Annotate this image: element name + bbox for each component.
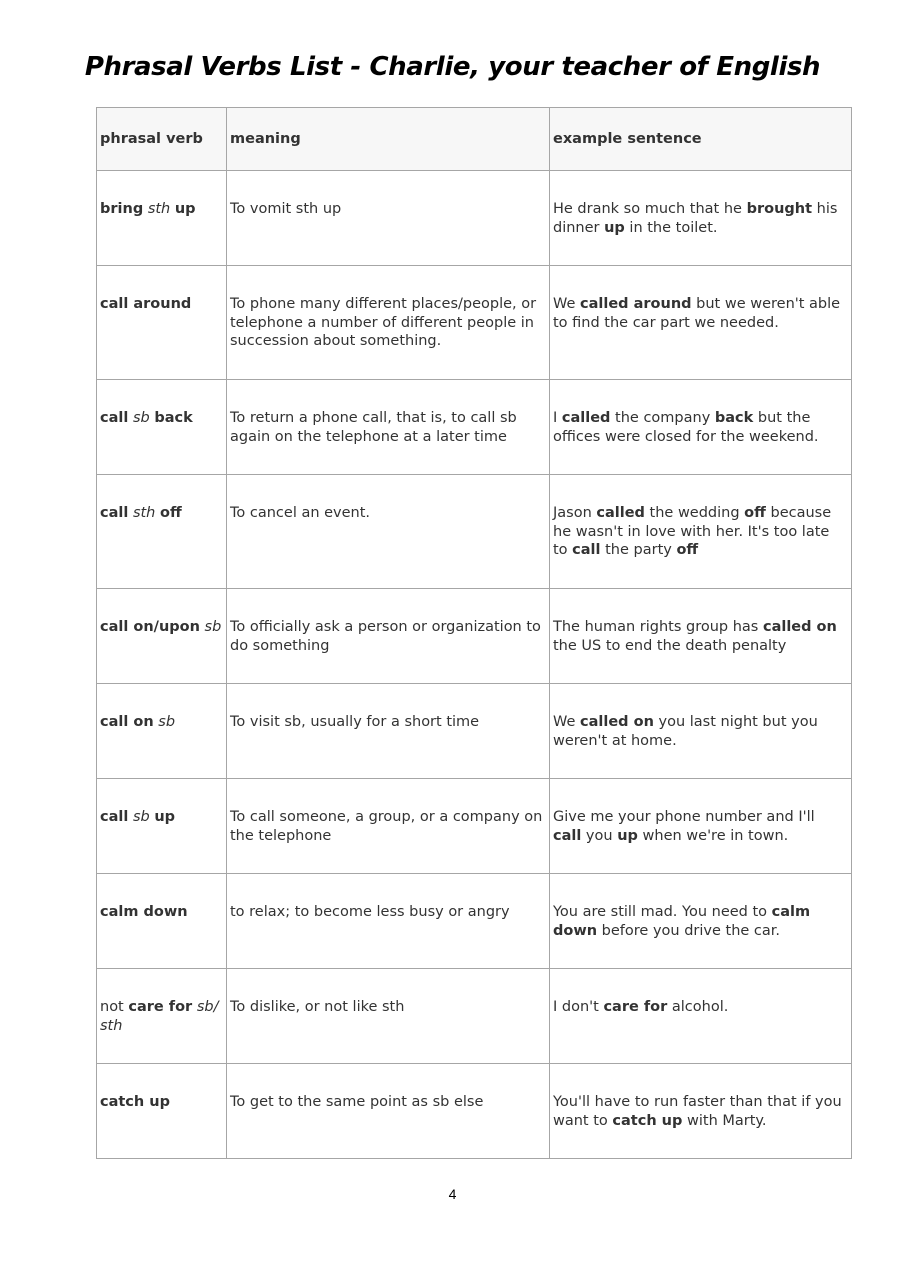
table-row bbox=[97, 266, 852, 380]
verb-text bbox=[100, 475, 224, 523]
table-row bbox=[97, 874, 852, 969]
meaning-text: To phone many different places/people, or telephone a number of different people in succession about something. bbox=[230, 296, 537, 349]
verb-cell bbox=[97, 475, 227, 589]
bold-text: back bbox=[154, 410, 193, 426]
bold-text: up bbox=[617, 827, 638, 844]
table-row bbox=[97, 380, 852, 475]
table-row bbox=[97, 589, 852, 684]
bold-text: call bbox=[572, 542, 601, 558]
bold-text: called around bbox=[580, 296, 692, 312]
verb-cell bbox=[97, 1064, 227, 1159]
bold-text: call around bbox=[100, 296, 192, 312]
header-meaning: meaning bbox=[227, 108, 550, 171]
meaning-cell bbox=[227, 779, 550, 874]
italic-text: sb bbox=[158, 714, 176, 730]
example-cell bbox=[550, 266, 852, 380]
verb-text bbox=[100, 1064, 224, 1112]
example-text: I called the company back but the offices were closed for the weekend. bbox=[553, 410, 819, 445]
italic-text: sth bbox=[147, 201, 171, 217]
verb-cell bbox=[97, 779, 227, 874]
example-text: Give me your phone number and I'll call you up when we're in town. bbox=[553, 809, 815, 844]
example-text: You'll have to run faster than that if you want to catch up with Marty. bbox=[553, 1094, 842, 1129]
verb-text bbox=[100, 171, 224, 219]
bold-text: call on/upon bbox=[100, 619, 200, 635]
bold-text: off bbox=[744, 505, 766, 521]
verb-text bbox=[100, 266, 224, 314]
bold-text: back bbox=[714, 410, 754, 426]
italic-text: sb bbox=[132, 410, 150, 426]
meaning-cell bbox=[227, 684, 550, 779]
bold-text: call bbox=[100, 505, 129, 521]
bold-text: care for bbox=[128, 999, 193, 1015]
meaning-text: To visit sb, usually for a short time bbox=[230, 714, 480, 730]
page-title: Phrasal Verbs List - Charlie, your teacher of English bbox=[84, 52, 821, 82]
verb-cell bbox=[97, 266, 227, 380]
bold-text: called bbox=[561, 410, 611, 426]
example-text: I don't care for alcohol. bbox=[553, 999, 729, 1015]
bold-text: catch up bbox=[612, 1112, 683, 1129]
table-row bbox=[97, 684, 852, 779]
example-cell bbox=[550, 684, 852, 779]
verb-cell bbox=[97, 874, 227, 969]
bold-text: called on bbox=[762, 619, 837, 635]
table-header-row bbox=[97, 108, 852, 171]
bold-text: up bbox=[154, 809, 176, 825]
bold-text: bring bbox=[100, 201, 144, 217]
verb-text bbox=[100, 380, 224, 428]
verb-cell bbox=[97, 684, 227, 779]
verb-cell bbox=[97, 969, 227, 1064]
bold-text: calm down bbox=[553, 904, 811, 939]
bold-text: brought bbox=[746, 201, 813, 217]
bold-text: catch up bbox=[100, 1094, 170, 1110]
meaning-text: To vomit sth up bbox=[230, 201, 342, 217]
example-cell bbox=[550, 589, 852, 684]
italic-text: sb bbox=[204, 619, 222, 635]
italic-text: sth bbox=[132, 505, 156, 521]
meaning-cell bbox=[227, 969, 550, 1064]
meaning-text: to relax; to become less busy or angry bbox=[230, 904, 510, 920]
table-row bbox=[97, 969, 852, 1064]
bold-text: calm down bbox=[100, 904, 188, 920]
meaning-text: To cancel an event. bbox=[230, 505, 371, 521]
verb-cell bbox=[97, 589, 227, 684]
bold-text: off bbox=[676, 542, 699, 558]
verb-cell bbox=[97, 171, 227, 266]
meaning-cell bbox=[227, 874, 550, 969]
meaning-text: To officially ask a person or organization to do something bbox=[230, 619, 541, 654]
meaning-cell bbox=[227, 475, 550, 589]
meaning-cell bbox=[227, 589, 550, 684]
bold-text: up bbox=[604, 219, 625, 236]
example-cell bbox=[550, 874, 852, 969]
bold-text: call bbox=[553, 827, 582, 844]
meaning-cell bbox=[227, 380, 550, 475]
verb-text: not care for sb/ sth bbox=[100, 999, 219, 1034]
bold-text: off bbox=[159, 505, 182, 521]
bold-text: called on bbox=[580, 714, 654, 730]
header-example-sentence: example sentence bbox=[550, 108, 852, 171]
example-cell bbox=[550, 475, 852, 589]
meaning-cell bbox=[227, 1064, 550, 1159]
verb-text bbox=[100, 779, 224, 827]
bold-text: called bbox=[596, 505, 645, 521]
italic-text: sb/ sth bbox=[100, 999, 219, 1034]
table-row bbox=[97, 779, 852, 874]
table-row bbox=[97, 475, 852, 589]
bold-text: care for bbox=[603, 999, 668, 1015]
phrasal-verbs-table bbox=[96, 107, 852, 1159]
verb-text bbox=[100, 874, 224, 922]
verb-text bbox=[100, 589, 224, 637]
example-cell bbox=[550, 779, 852, 874]
example-text: The human rights group has called on the US to end the death penalty bbox=[553, 619, 837, 654]
meaning-cell bbox=[227, 171, 550, 266]
example-cell bbox=[550, 1064, 852, 1159]
example-text: Jason called the wedding off because he wasn't in love with her. It's too late to call the party off bbox=[553, 505, 832, 558]
bold-text: call bbox=[100, 809, 129, 825]
meaning-cell bbox=[227, 266, 550, 380]
example-text: We called around but we weren't able to find the car part we needed. bbox=[553, 296, 841, 331]
table-row bbox=[97, 171, 852, 266]
example-cell bbox=[550, 380, 852, 475]
meaning-text: To call someone, a group, or a company on the telephone bbox=[230, 809, 543, 844]
bold-text: call on bbox=[100, 714, 154, 730]
example-cell bbox=[550, 171, 852, 266]
verb-text bbox=[100, 684, 224, 732]
bold-text: call bbox=[100, 410, 129, 426]
example-cell bbox=[550, 969, 852, 1064]
example-text: We called on you last night but you weren't at home. bbox=[553, 714, 818, 749]
verb-cell bbox=[97, 380, 227, 475]
meaning-text: To get to the same point as sb else bbox=[230, 1094, 484, 1110]
bold-text: up bbox=[174, 201, 196, 217]
italic-text: sb bbox=[132, 809, 150, 825]
header-phrasal-verb: phrasal verb bbox=[97, 108, 227, 171]
meaning-text: To dislike, or not like sth bbox=[230, 999, 405, 1015]
example-text: You are still mad. You need to calm down before you drive the car. bbox=[553, 904, 811, 939]
table-row bbox=[97, 1064, 852, 1159]
meaning-text: To return a phone call, that is, to call sb again on the telephone at a later time bbox=[230, 410, 517, 445]
page-number: 4 bbox=[448, 1186, 457, 1202]
example-text: He drank so much that he brought his dinner up in the toilet. bbox=[553, 201, 838, 236]
